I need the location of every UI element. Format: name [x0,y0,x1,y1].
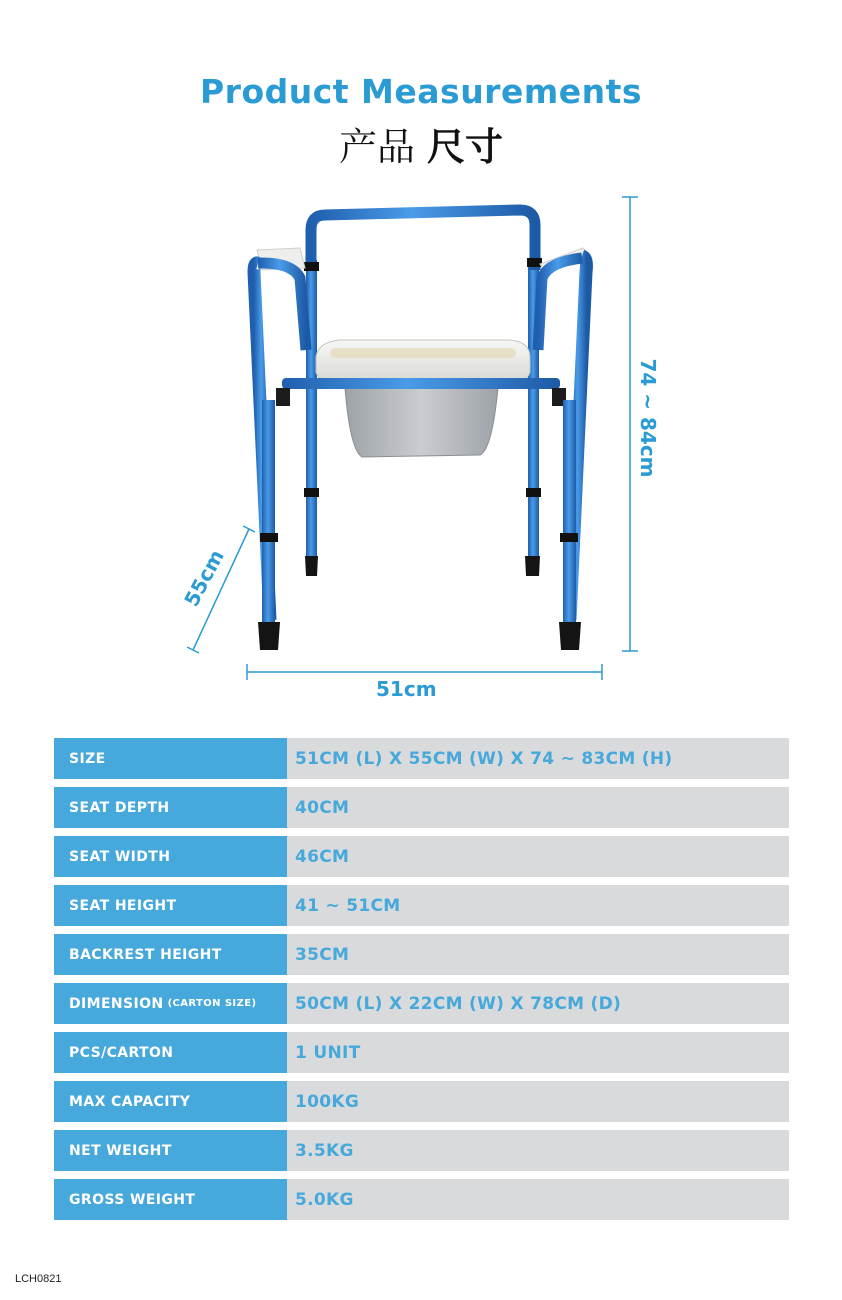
spec-table [54,738,789,1228]
spec-label: MAX CAPACITY [54,1081,287,1122]
spec-value: 100KG [287,1081,789,1122]
width-dimension-label: 51cm [376,677,437,701]
title-zh-bold: 尺寸 [427,125,504,169]
spec-label: SEAT DEPTH [54,787,287,828]
spec-value: 41 ~ 51CM [287,885,789,926]
spec-label: DIMENSION (CARTON SIZE) [54,983,287,1024]
spec-value: 51CM (L) X 55CM (W) X 74 ~ 83CM (H) [287,738,789,779]
spec-value: 40CM [287,787,789,828]
product-code: LCH0821 [15,1273,62,1285]
spec-label: BACKREST HEIGHT [54,934,287,975]
spec-row-dimension [54,983,789,1024]
spec-value: 3.5KG [287,1130,789,1171]
spec-label: PCS/CARTON [54,1032,287,1073]
spec-label: SEAT WIDTH [54,836,287,877]
height-dimension-label: 74 ~ 84cm [636,358,660,478]
spec-label: GROSS WEIGHT [54,1179,287,1220]
spec-value: 35CM [287,934,789,975]
spec-row-backrest-height [54,934,789,975]
title-zh-regular: 产品 [338,125,415,169]
spec-value: 5.0KG [287,1179,789,1220]
spec-row-size [54,738,789,779]
spec-value: 46CM [287,836,789,877]
spec-row-gross-weight [54,1179,789,1220]
spec-value: 1 UNIT [287,1032,789,1073]
spec-label: SIZE [54,738,287,779]
spec-row-seat-depth [54,787,789,828]
spec-row-max-capacity [54,1081,789,1122]
spec-row-pcs-carton [54,1032,789,1073]
spec-row-net-weight [54,1130,789,1171]
page-title: Product Measurements [199,72,643,111]
spec-row-seat-height [54,885,789,926]
spec-value: 50CM (L) X 22CM (W) X 78CM (D) [287,983,789,1024]
spec-row-seat-width [54,836,789,877]
spec-label: NET WEIGHT [54,1130,287,1171]
spec-label: SEAT HEIGHT [54,885,287,926]
depth-dimension-label: 55cm [179,545,229,611]
